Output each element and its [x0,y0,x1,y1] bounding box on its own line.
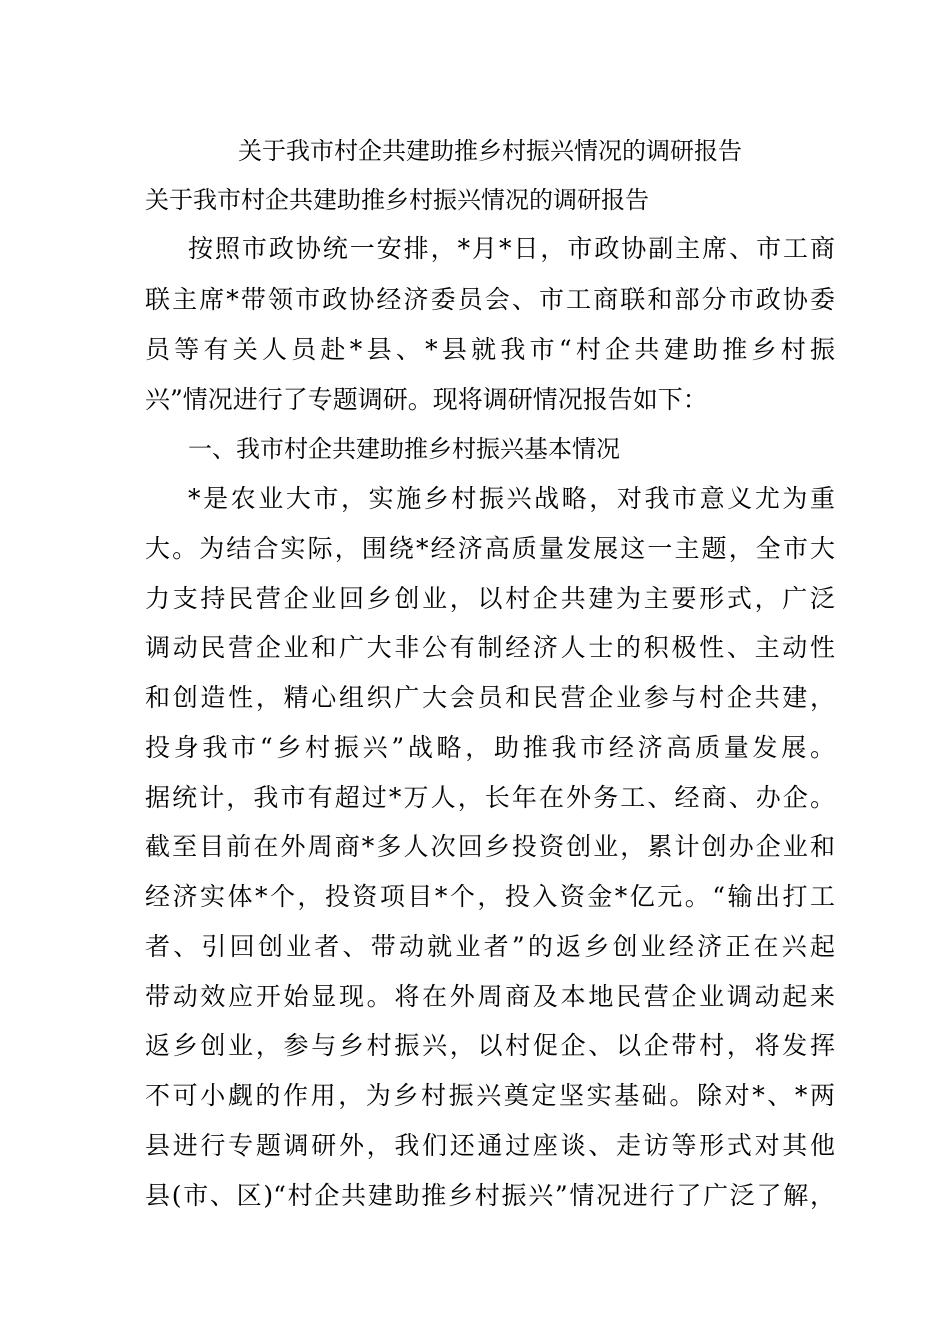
paragraph-line: 据统计，我市有超过*万人，长年在外务工、经商、办企。 [145,783,835,812]
paragraph-line: 兴”情况进行了专题调研。现将调研情况报告如下： [145,385,708,414]
paragraph-line: 者、引回创业者、带动就业者”的返乡创业经济正在兴起 [145,932,835,961]
paragraph-line: 截至目前在外周商*多人次回乡投资创业，累计创办企业和 [145,832,835,861]
paragraph-line: 县(市、区)“村企共建助推乡村振兴”情况进行了广泛了解， [145,1181,835,1210]
paragraph-line: 投身我市“乡村振兴”战略，助推我市经济高质量发展。 [145,733,835,762]
section-heading: 一、我市村企共建助推乡村振兴基本情况 [188,435,620,463]
paragraph-line: 不可小觑的作用，为乡村振兴奠定坚实基础。除对*、*两 [145,1081,835,1110]
document-title: 关于我市村企共建助推乡村振兴情况的调研报告 [238,137,742,165]
document-subtitle: 关于我市村企共建助推乡村振兴情况的调研报告 [145,186,649,214]
paragraph-line: 大。为结合实际，围绕*经济高质量发展这一主题，全市大 [145,534,835,563]
paragraph-line: 返乡创业，参与乡村振兴，以村促企、以企带村，将发挥 [145,1031,835,1060]
paragraph-line: 员等有关人员赴*县、*县就我市“村企共建助推乡村振 [145,335,835,364]
paragraph-line: *是农业大市，实施乡村振兴战略，对我市意义尤为重 [188,484,835,513]
paragraph-line: 按照市政协统一安排，*月*日，市政协副主席、市工商 [188,234,835,263]
paragraph-line: 和创造性，精心组织广大会员和民营企业参与村企共建， [145,683,835,712]
paragraph-line: 联主席*带领市政协经济委员会、市工商联和部分市政协委 [145,285,835,314]
paragraph-line: 力支持民营企业回乡创业，以村企共建为主要形式，广泛 [145,584,835,613]
paragraph-line: 经济实体*个，投资项目*个，投入资金*亿元。“输出打工 [145,882,835,911]
paragraph-line: 调动民营企业和广大非公有制经济人士的积极性、主动性 [145,633,835,662]
paragraph-line: 带动效应开始显现。将在外周商及本地民营企业调动起来 [145,982,835,1011]
paragraph-line: 县进行专题调研外，我们还通过座谈、走访等形式对其他 [145,1131,835,1160]
